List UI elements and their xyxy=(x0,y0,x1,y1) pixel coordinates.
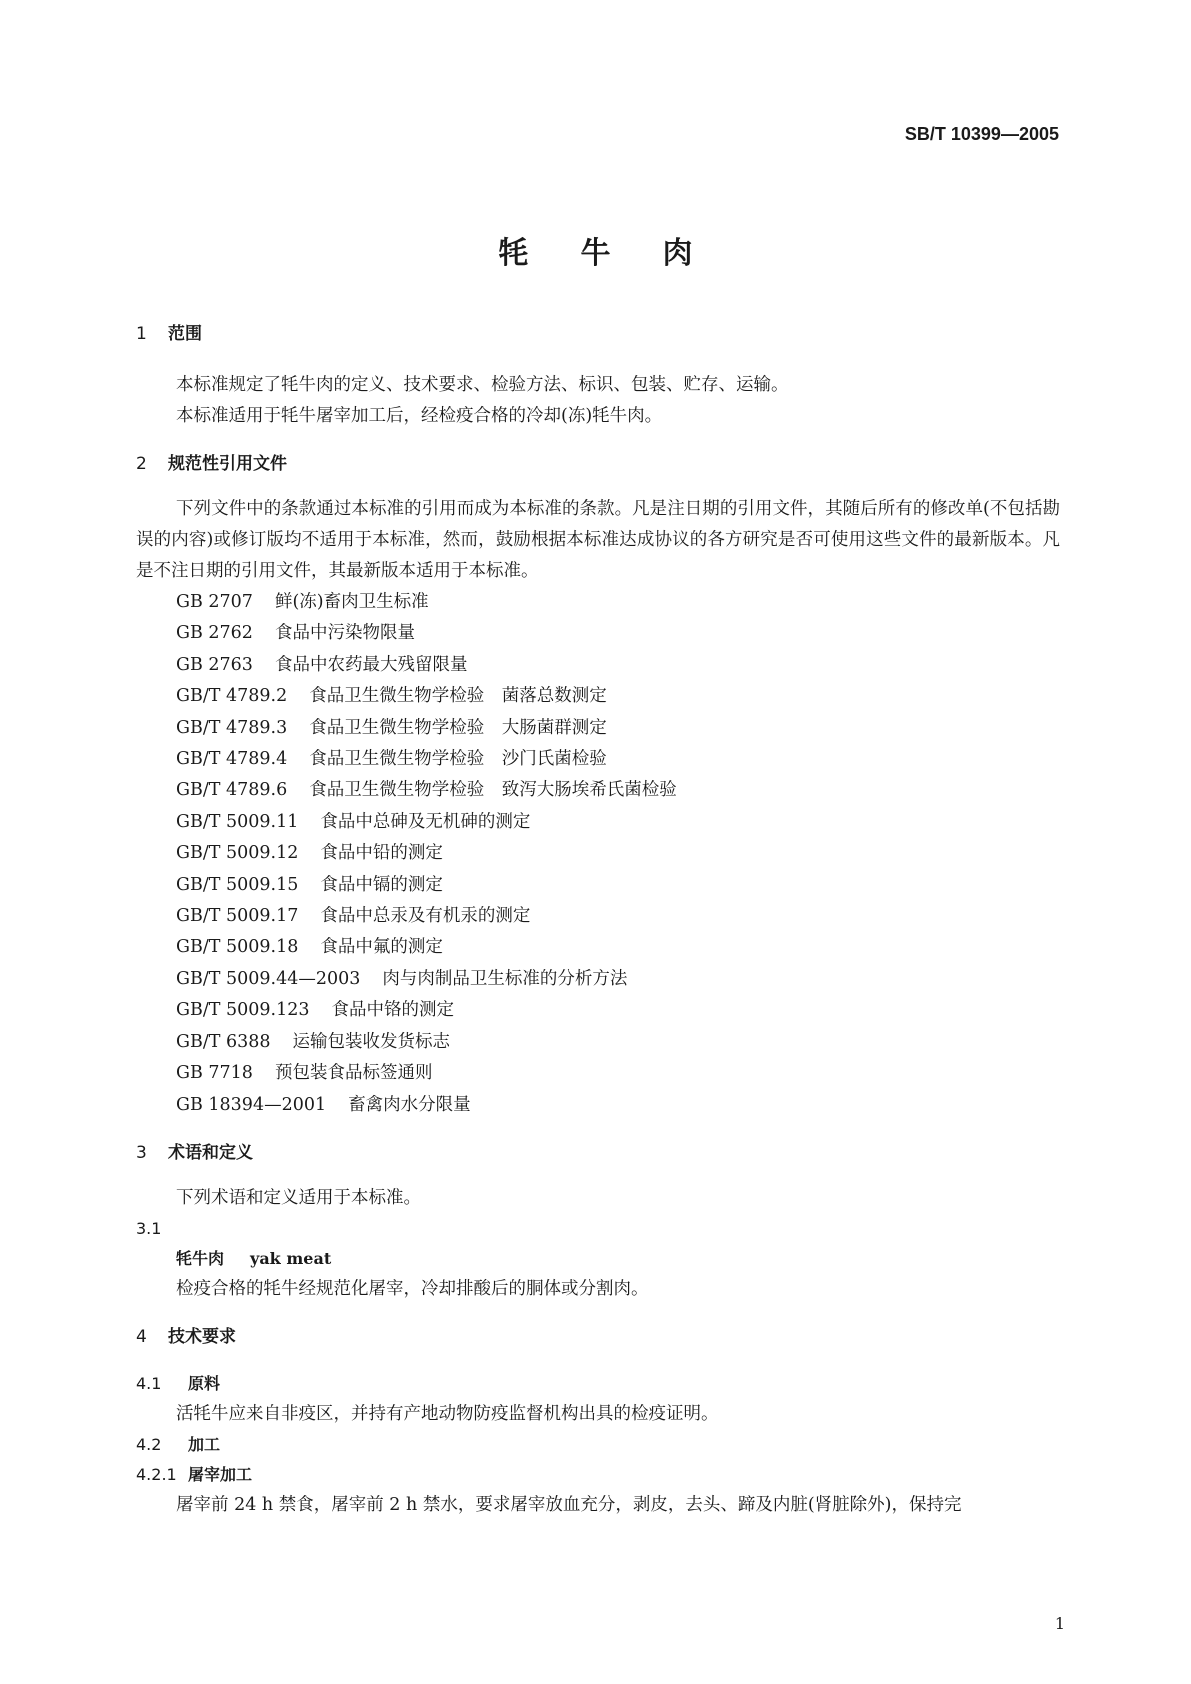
reference-code: GB 18394—2001 xyxy=(176,1094,327,1115)
term-entry xyxy=(136,1244,1060,1274)
subsection-heading-4-2-1: 4.2.1 屠宰加工 xyxy=(136,1464,253,1484)
reference-name: 鲜(冻)畜肉卫生标准 xyxy=(274,592,429,612)
subsection-number: 3.1 xyxy=(136,1218,162,1238)
reference-name: 食品中铅的测定 xyxy=(320,843,443,864)
reference-item xyxy=(136,1090,1060,1121)
standard-code: SB/T 10399—2005 xyxy=(904,124,1059,144)
section-heading-1 xyxy=(136,320,1060,348)
reference-item xyxy=(136,587,1060,618)
reference-name: 食品中氟的测定 xyxy=(320,937,443,958)
reference-item xyxy=(136,775,1060,806)
term-definition: 检疫合格的牦牛经规范化屠宰，冷却排酸后的胴体或分割肉。 xyxy=(176,1278,649,1299)
section-heading-2 xyxy=(136,450,1060,478)
reference-item xyxy=(136,901,1060,932)
section-title: 规范性引用文件 xyxy=(168,454,287,474)
reference-code: GB 2707 xyxy=(176,592,253,612)
reference-name: 食品中污染物限量 xyxy=(274,623,415,644)
section-number: 1 xyxy=(136,324,147,344)
reference-item xyxy=(136,995,1060,1026)
reference-item xyxy=(136,964,1060,995)
reference-name: 食品中总汞及有机汞的测定 xyxy=(320,906,531,927)
paragraph: 活牦牛应来自非疫区，并持有产地动物防疫监督机构出具的检疫证明。 xyxy=(176,1403,719,1424)
reference-item xyxy=(136,1058,1060,1089)
section-heading-4 xyxy=(136,1323,1060,1351)
reference-name: 食品卫生微生物学检验 菌落总数测定 xyxy=(309,686,607,707)
reference-name: 运输包装收发货标志 xyxy=(292,1031,451,1052)
reference-code: GB 7718 xyxy=(176,1063,253,1084)
reference-code: GB/T 5009.11 xyxy=(176,811,299,832)
term-chinese: 牦牛肉 xyxy=(176,1248,225,1268)
reference-code: GB 2762 xyxy=(176,623,253,644)
reference-name: 食品中铬的测定 xyxy=(331,1000,454,1021)
reference-name: 食品中农药最大残留限量 xyxy=(274,654,468,675)
reference-item xyxy=(136,807,1060,838)
paragraph: 本标准适用于牦牛屠宰加工后，经检疫合格的冷却(冻)牦牛肉。 xyxy=(176,406,663,426)
reference-item xyxy=(136,650,1060,681)
document-title: 牦牛肉 xyxy=(498,236,745,271)
reference-name: 食品卫生微生物学检验 沙门氏菌检验 xyxy=(309,749,607,770)
reference-name: 肉与肉制品卫生标准的分析方法 xyxy=(382,968,628,989)
reference-code: GB 2763 xyxy=(176,654,253,675)
term-english: yak meat xyxy=(250,1248,332,1268)
reference-item xyxy=(136,681,1060,712)
reference-code: GB/T 5009.18 xyxy=(176,937,299,958)
section-heading-3 xyxy=(136,1139,1060,1167)
paragraph: 本标准规定了牦牛肉的定义、技术要求、检验方法、标识、包装、贮存、运输。 xyxy=(176,375,789,395)
reference-item xyxy=(136,870,1060,901)
document-body xyxy=(136,320,1060,1521)
reference-code: GB/T 5009.15 xyxy=(176,874,299,895)
reference-item xyxy=(136,932,1060,963)
reference-item xyxy=(136,618,1060,649)
section-title: 范围 xyxy=(168,324,202,344)
paragraph: 屠宰前 24 h 禁食，屠宰前 2 h 禁水，要求屠宰放血充分，剥皮，去头、蹄及内脏(肾脏除外)，保持完 xyxy=(176,1494,962,1515)
reference-name: 食品卫生微生物学检验 致泻大肠埃希氏菌检验 xyxy=(309,780,677,801)
reference-name: 畜禽肉水分限量 xyxy=(348,1094,471,1115)
reference-code: GB/T 4789.4 xyxy=(176,749,288,770)
reference-code: GB/T 5009.17 xyxy=(176,906,299,927)
reference-code: GB/T 4789.6 xyxy=(176,780,288,801)
section-title: 术语和定义 xyxy=(168,1142,253,1163)
reference-code: GB/T 6388 xyxy=(176,1031,271,1052)
reference-code: GB/T 5009.123 xyxy=(176,1000,310,1021)
reference-item xyxy=(136,838,1060,869)
reference-item xyxy=(136,713,1060,744)
reference-code: GB/T 5009.12 xyxy=(176,843,299,864)
reference-code: GB/T 4789.3 xyxy=(176,717,288,738)
section-number: 4 xyxy=(136,1326,147,1347)
section-title: 技术要求 xyxy=(168,1326,236,1347)
reference-name: 食品卫生微生物学检验 大肠菌群测定 xyxy=(309,717,607,738)
paragraph: 下列文件中的条款通过本标准的引用而成为本标准的条款。凡是注日期的引用文件，其随后所有的修改单(不包括勘误的内容)或修订版均不适用于本标准，然而，鼓励根据本标准达成协议的各方研究是否可使用这些文件的最新版本。凡是不注日期的引用文件，其最新版本适用于本标准。 xyxy=(136,499,1060,581)
reference-item xyxy=(136,744,1060,775)
reference-list xyxy=(136,587,1060,1121)
subsection-heading-4-2: 4.2 加工 xyxy=(136,1434,221,1454)
paragraph: 下列术语和定义适用于本标准。 xyxy=(176,1187,421,1208)
page-number: 1 xyxy=(1054,1614,1065,1633)
reference-name: 食品中总砷及无机砷的测定 xyxy=(320,811,531,832)
reference-name: 食品中镉的测定 xyxy=(320,874,443,895)
reference-name: 预包装食品标签通则 xyxy=(274,1063,433,1084)
reference-item xyxy=(136,1027,1060,1058)
reference-code: GB/T 5009.44—2003 xyxy=(176,968,361,989)
reference-code: GB/T 4789.2 xyxy=(176,686,288,707)
section-number: 3 xyxy=(136,1142,147,1163)
subsection-heading-4-1: 4.1 原料 xyxy=(136,1373,221,1393)
section-number: 2 xyxy=(136,454,147,474)
